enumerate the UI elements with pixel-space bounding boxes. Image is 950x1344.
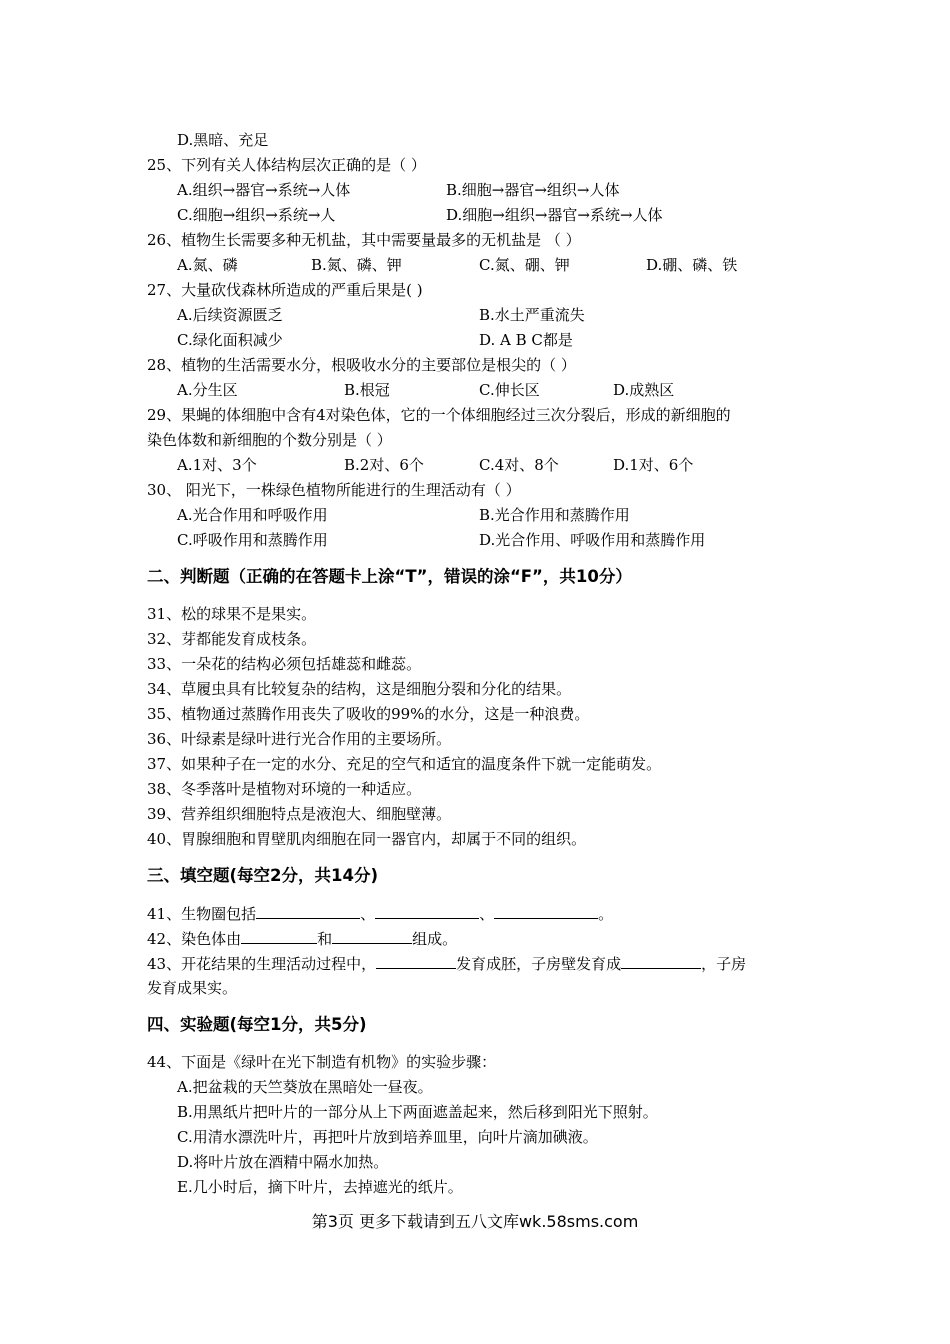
step-item: B.用黑纸片把叶片的一部分从上下两面遮盖起来，然后移到阳光下照射。 (177, 1103, 658, 1121)
q29-option-d: D.1对、6个 (613, 456, 694, 474)
q28-stem: 28、植物的生活需要水分，根吸收水分的主要部位是根尖的（ ） (147, 356, 576, 374)
q43-blank-1[interactable] (376, 953, 456, 969)
q25-option-d: D.细胞→组织→器官→系统→人体 (446, 206, 663, 224)
q41-blank-3[interactable] (494, 903, 598, 919)
step-item: A.把盆栽的天竺葵放在黑暗处一昼夜。 (177, 1078, 433, 1096)
q25-option-a: A.组织→器官→系统→人体 (177, 181, 351, 199)
judge-item: 36、叶绿素是绿叶进行光合作用的主要场所。 (147, 730, 452, 748)
q26-option-a: A.氮、磷 (177, 256, 238, 274)
q43-blank-2[interactable] (621, 953, 701, 969)
q29-option-a: A.1对、3个 (177, 456, 257, 474)
q42-text: 组成。 (412, 930, 458, 948)
q43-line2: 发育成果实。 (147, 979, 238, 997)
judge-item: 33、一朵花的结构必须包括雄蕊和雌蕊。 (147, 655, 422, 673)
q41-sep: 、 (479, 905, 495, 923)
judge-item: 38、冬季落叶是植物对环境的一种适应。 (147, 780, 422, 798)
q30-option-a: A.光合作用和呼吸作用 (177, 506, 328, 524)
q41-line (147, 903, 613, 924)
q26-stem: 26、植物生长需要多种无机盐，其中需要量最多的无机盐是 （ ） (147, 231, 581, 249)
step-item: D.将叶片放在酒精中隔水加热。 (177, 1153, 389, 1171)
q28-option-a: A.分生区 (177, 381, 238, 399)
q27-option-c: C.绿化面积减少 (177, 331, 283, 349)
q25-option-c: C.细胞→组织→系统→人 (177, 206, 336, 224)
q30-option-c: C.呼吸作用和蒸腾作用 (177, 531, 328, 549)
q29-option-c: C.4对、8个 (479, 456, 559, 474)
q41-text: 41、生物圈包括 (147, 905, 257, 923)
step-item: E.几小时后，摘下叶片，去掉遮光的纸片。 (177, 1178, 463, 1196)
q42-blank-2[interactable] (332, 928, 412, 944)
q26-option-b: B.氮、磷、钾 (311, 256, 402, 274)
q24-option-d: D.黑暗、充足 (177, 131, 269, 149)
q26-option-c: C.氮、硼、钾 (479, 256, 570, 274)
q42-blank-1[interactable] (241, 928, 317, 944)
judge-item: 31、松的球果不是果实。 (147, 605, 317, 623)
judge-item: 32、芽都能发育成枝条。 (147, 630, 317, 648)
section3-title: 三、填空题(每空2分，共14分) (147, 866, 379, 885)
q41-sep: 、 (360, 905, 376, 923)
q27-option-d: D. A B C都是 (479, 331, 573, 349)
q42-text: 42、染色体由 (147, 930, 242, 948)
q29-stem-line2: 染色体数和新细胞的个数分别是（ ） (147, 431, 392, 449)
page-footer: 第3页 更多下载请到五八文库wk.58sms.com (311, 1212, 639, 1231)
judge-item: 35、植物通过蒸腾作用丧失了吸收的99%的水分，这是一种浪费。 (147, 705, 590, 723)
q42-text: 和 (317, 930, 333, 948)
q25-option-b: B.细胞→器官→组织→人体 (446, 181, 620, 199)
q30-option-b: B.光合作用和蒸腾作用 (479, 506, 630, 524)
q27-stem: 27、大量砍伐森林所造成的严重后果是( ) (147, 281, 423, 299)
q43-line (147, 953, 746, 974)
q41-blank-2[interactable] (375, 903, 479, 919)
judge-item: 40、胃腺细胞和胃壁肌肉细胞在同一器官内，却属于不同的组织。 (147, 830, 587, 848)
section2-title: 二、判断题（正确的在答题卡上涂“T”，错误的涂“F”，共10分） (147, 567, 632, 586)
q28-option-d: D.成熟区 (613, 381, 675, 399)
judge-item: 34、草履虫具有比较复杂的结构，这是细胞分裂和分化的结果。 (147, 680, 572, 698)
q30-option-d: D.光合作用、呼吸作用和蒸腾作用 (479, 531, 706, 549)
step-item: C.用清水漂洗叶片，再把叶片放到培养皿里，向叶片滴加碘液。 (177, 1128, 598, 1146)
q27-option-a: A.后续资源匮乏 (177, 306, 283, 324)
q27-option-b: B.水土严重流失 (479, 306, 585, 324)
q44-stem: 44、下面是《绿叶在光下制造有机物》的实验步骤： (147, 1053, 497, 1071)
judge-item: 39、营养组织细胞特点是液泡大、细胞壁薄。 (147, 805, 452, 823)
q41-blank-1[interactable] (256, 903, 360, 919)
q30-stem: 30、 阳光下，一株绿色植物所能进行的生理活动有（ ） (147, 481, 521, 499)
q25-stem: 25、下列有关人体结构层次正确的是（ ） (147, 156, 426, 174)
q43-text: 43、开花结果的生理活动过程中， (147, 955, 377, 973)
q28-option-b: B.根冠 (344, 381, 390, 399)
q43-text: ，子房 (701, 955, 747, 973)
q43-text: 发育成胚，子房壁发育成 (456, 955, 622, 973)
q26-option-d: D.硼、磷、铁 (646, 256, 738, 274)
q28-option-c: C.伸长区 (479, 381, 540, 399)
q29-option-b: B.2对、6个 (344, 456, 424, 474)
q41-end: 。 (598, 905, 614, 923)
judge-item: 37、如果种子在一定的水分、充足的空气和适宜的温度条件下就一定能萌发。 (147, 755, 662, 773)
q42-line (147, 928, 457, 949)
section4-title: 四、实验题(每空1分，共5分) (147, 1015, 367, 1034)
q29-stem-line1: 29、果蝇的体细胞中含有4对染色体，它的一个体细胞经过三次分裂后，形成的新细胞的 (147, 406, 731, 424)
